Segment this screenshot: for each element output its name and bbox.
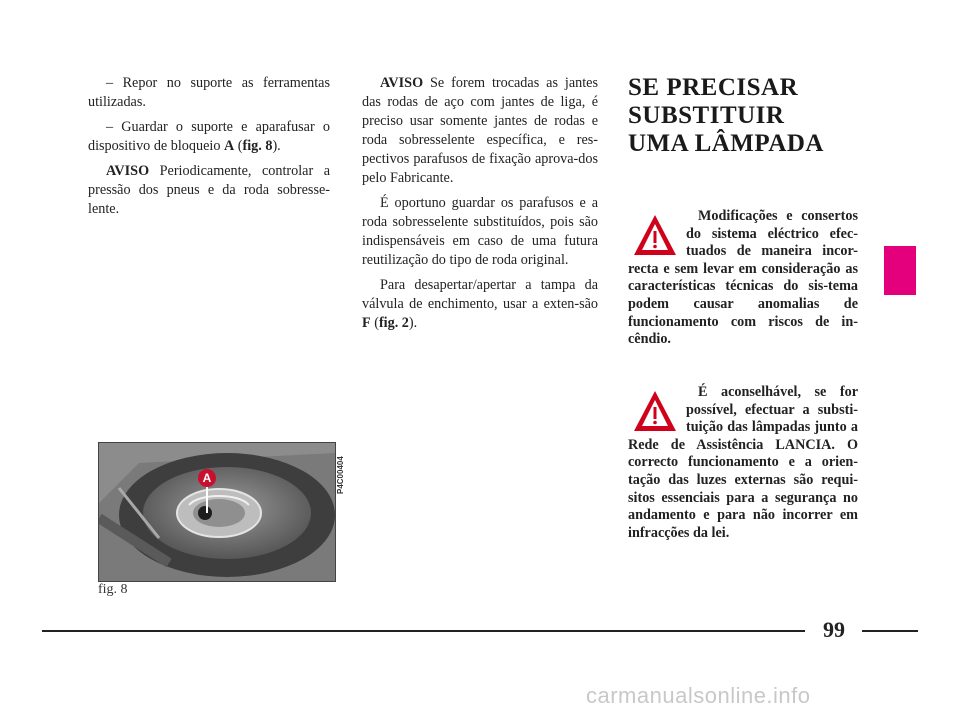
text-run: ). (272, 138, 281, 154)
text-run: Para desapertar/apertar a tampa da válvula de enchimento, usar a exten-são (362, 277, 598, 312)
callout-line (206, 487, 208, 513)
aviso-label: AVISO (106, 163, 150, 179)
figure-ref: fig. 8 (242, 138, 273, 154)
text-column-middle (362, 74, 598, 339)
callout-marker-a: A (198, 469, 216, 487)
text-run: ). (408, 315, 418, 331)
paragraph: É oportuno guardar os parafusos e a roda sobresselente substituídos, pois são indispensáveis em caso de uma futura reutilização do tipo de roda original. (362, 195, 598, 268)
paragraph (362, 74, 598, 188)
bold-ref: F (362, 315, 371, 331)
warning-block (628, 208, 858, 349)
warning-triangle-icon (632, 388, 678, 434)
aviso-label: AVISO (380, 75, 424, 91)
warning-triangle-icon (632, 212, 678, 258)
paragraph (88, 118, 330, 156)
figure-label: fig. 8 (98, 582, 128, 597)
watermark: carmanualsonline.info (586, 683, 811, 708)
text-run: Se forem trocadas as jantes das rodas de aço com jantes de liga, é preciso usar somente jantes de rodas e roda sobresselente específica, e res-pectivos parafusos de fixação aprova-dos pelo Fabricante. (362, 75, 598, 186)
paragraph (88, 162, 330, 219)
footer-rule (862, 630, 918, 632)
figure-ref: fig. 2 (378, 315, 409, 331)
heading-line: SE PRECISAR (628, 74, 799, 101)
paragraph (362, 276, 598, 333)
text-column-left (88, 74, 330, 225)
spare-wheel-illustration (99, 443, 335, 581)
warning-text: Modificações e consertos do sistema eléctrico efec-tuados de maneira incor-recta e sem levar em consideração as características técnicas do sis-tema podem causar anomalias de funcionamento com riscos de in-cêndio. (628, 208, 858, 348)
section-heading (628, 74, 888, 158)
heading-line: SUBSTITUIR (628, 102, 785, 129)
warning-text: É aconselhável, se for possível, efectuar a substi-tuição das lâmpadas junto a Rede de Assistência LANCIA. O correcto funcionamento e a orien-tação das luzes externas são requi-sitos essenciais para a segurança no andamento e para não incorrer em infracções da lei. (628, 384, 858, 541)
spare-wheel-photo (98, 442, 336, 582)
text-run: ( (370, 315, 379, 331)
paragraph: – Repor no suporte as ferramentas utilizadas. (88, 75, 330, 110)
bold-ref: A (223, 138, 235, 154)
text-run: ( (234, 138, 243, 154)
heading-line: UMA LÂMPADA (628, 130, 824, 157)
photo-reference-code: P4C00404 (336, 456, 345, 494)
warning-block (628, 384, 858, 542)
section-tab-marker (884, 246, 916, 295)
page-number: 99 (823, 617, 845, 642)
text-run: – Guardar o suporte e aparafusar o dispositivo de bloqueio (88, 119, 330, 154)
footer-rule (42, 630, 805, 632)
text-run: Periodicamente, controlar a pressão dos pneus e da roda sobresse-lente. (88, 163, 330, 217)
